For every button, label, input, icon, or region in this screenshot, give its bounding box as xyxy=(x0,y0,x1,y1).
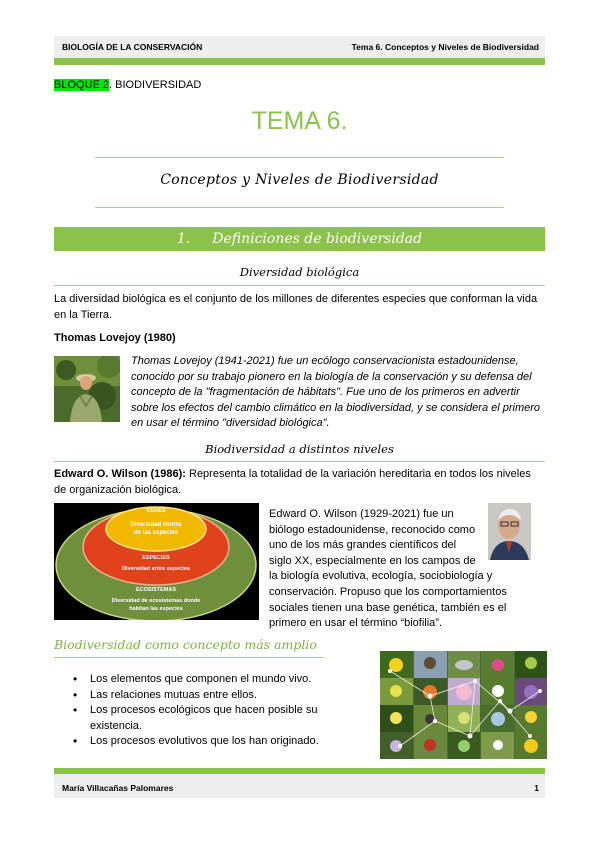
diagram-ecosistemas-title: ECOSISTEMAS xyxy=(135,587,177,593)
wilson-definition xyxy=(54,467,545,498)
section-heading xyxy=(54,227,545,251)
wilson-definition-text: Representa la totalidad de la variación hereditaria en todos los niveles de organización biológica. xyxy=(54,468,531,496)
diagram-ecosistemas-text-2: habitan las especies xyxy=(129,606,183,612)
wilson-bio-line: sociales tienen una base genética, también es el xyxy=(269,601,507,614)
header-topic-title: Tema 6. Conceptos y Niveles de Biodiversidad xyxy=(351,42,539,52)
wilson-bio-line: la biología evolutiva, ecología, sociobiología y xyxy=(269,570,493,583)
wilson-bio-line: Edward O. Wilson (1929-2021) fue un xyxy=(269,508,454,520)
subheading-amplio: Biodiversidad como concepto más amplio xyxy=(54,637,317,652)
lovejoy-bio: Thomas Lovejoy (1941-2021) fue un ecólogo conservacionista estadounidense, conocido por su trabajo pionero en la biología de la conservación y su defensa del concepto de la "fragmentación de hábitats". Fue uno de los primeros en advertir sobre los efectos del cambio climático en la biodiversidad, y se considera el primero en usar el término "diversidad biológica". xyxy=(131,355,541,429)
author-lovejoy: Thomas Lovejoy (1980) xyxy=(54,332,176,344)
title-divider-top xyxy=(95,157,504,158)
footer-author: María Villacañas Palomares xyxy=(62,783,174,793)
page-number: 1 xyxy=(534,783,539,793)
wilson-bio-line: conservación. Propuso que los comportamientos xyxy=(269,585,507,598)
wilson-bio-line: biólogo estadounidense, reconocido como xyxy=(269,523,476,536)
header-accent-line xyxy=(54,58,545,65)
amplio-list xyxy=(70,672,335,750)
author-wilson: Edward O. Wilson (1986): xyxy=(54,468,186,480)
list-item: • Los elementos que componen el mundo vivo. xyxy=(70,672,335,688)
subheading-niveles: Biodiversidad a distintos niveles xyxy=(205,442,394,456)
list-item: • Los procesos ecológicos que hacen posible su existencia. xyxy=(70,703,335,734)
block-name: . BIODIVERSIDAD xyxy=(109,79,202,91)
subheading-divider xyxy=(54,657,324,658)
diagram-genes-title: GENES xyxy=(146,508,166,514)
header-course-title: BIOLOGÍA DE LA CONSERVACIÓN xyxy=(62,42,203,52)
diagram-genes-text-1: Diversidad dentro xyxy=(130,522,182,528)
diagram-especies-text: Diversidad entre especies xyxy=(122,566,190,572)
block-tag: BLOQUE 2 xyxy=(54,79,110,91)
block-label xyxy=(54,79,201,91)
title-divider-bottom xyxy=(95,207,504,208)
diagram-genes-text-2: de las especies xyxy=(133,530,179,536)
wilson-photo xyxy=(488,503,531,560)
biodiversity-levels-diagram xyxy=(54,503,259,620)
page-subtitle: Conceptos y Niveles de Biodiversidad xyxy=(160,172,439,188)
species-collage-image xyxy=(380,651,547,759)
subheading-divider xyxy=(54,285,545,286)
list-item: • Las relaciones mutuas entre ellos. xyxy=(70,688,335,704)
diagram-especies-title: ESPECIES xyxy=(142,555,170,561)
wilson-bio-line: primero en usar el término “biofilia”. xyxy=(269,617,443,630)
list-item: • Los procesos evolutivos que los han originado. xyxy=(70,734,335,750)
section-number: 1. xyxy=(176,231,191,247)
wilson-bio-line: siglo XX, especialmente en los campos de xyxy=(269,554,476,567)
subheading-divider xyxy=(54,461,545,462)
definition-paragraph: La diversidad biológica es el conjunto de los millones de diferentes especies que conforman la vida en la Tierra. xyxy=(54,293,538,321)
lovejoy-photo xyxy=(54,356,120,422)
page-title: TEMA 6. xyxy=(251,107,348,135)
section-title: Definiciones de biodiversidad xyxy=(212,231,423,247)
diagram-ecosistemas-text-1: Diversidad de ecosistemas donde xyxy=(111,598,201,604)
subheading-diversidad-biologica: Diversidad biológica xyxy=(239,265,360,279)
wilson-bio-line: uno de los más grandes científicos del xyxy=(269,539,457,552)
